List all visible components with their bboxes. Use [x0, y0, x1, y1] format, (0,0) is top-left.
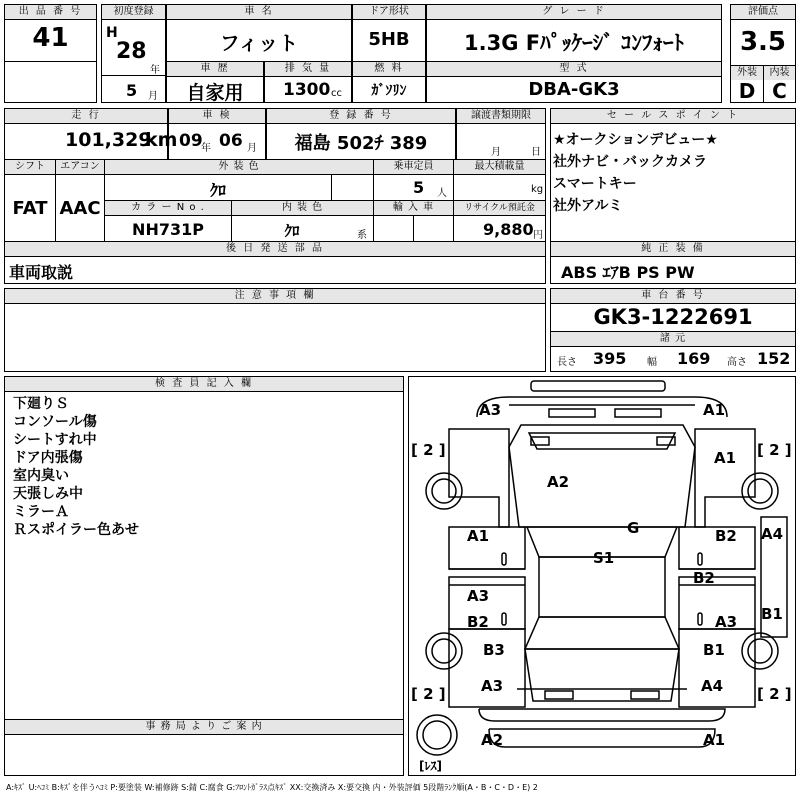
damage-door-front-right: B2	[715, 527, 737, 545]
first-reg-label: 初度登録	[102, 5, 165, 20]
divider	[413, 215, 414, 241]
transfer-box	[456, 108, 546, 160]
inspection-year: 09	[179, 131, 203, 151]
inspector-box	[4, 376, 404, 776]
chassis-label: 車 台 番 号	[551, 289, 795, 304]
damage-front-left: A3	[479, 401, 502, 419]
first-reg-month: 5	[126, 81, 138, 100]
inspector-note: ミラーＡ	[13, 504, 69, 520]
lot-box	[4, 4, 97, 103]
genuine-box	[550, 241, 796, 284]
model-box	[426, 61, 722, 103]
displacement: 1300	[283, 80, 331, 100]
damage-rear-right: A4	[701, 677, 724, 695]
inspection-month-unit: 月	[247, 143, 257, 154]
damage-fender-right: A1	[714, 449, 737, 467]
mileage-box	[4, 108, 178, 160]
grade-box	[426, 4, 722, 62]
load-unit: kg	[531, 184, 544, 195]
damage-bumper-right: A1	[703, 731, 726, 749]
lot-number: 41	[32, 23, 69, 53]
inspector-note: シートすれ中	[13, 432, 97, 448]
car-name-label: 車 名	[167, 5, 351, 20]
height-label: 高さ	[727, 357, 747, 368]
inspection-box	[168, 108, 266, 160]
first-reg-box	[101, 4, 166, 103]
color-no: NH731P	[132, 220, 204, 239]
fuel-label: 燃 料	[353, 62, 425, 77]
chassis-box	[550, 288, 796, 372]
genuine-label: 純 正 装 備	[551, 242, 795, 257]
import-label: 輸 入 車	[374, 201, 453, 215]
sales-point: 社外アルミ	[553, 198, 623, 214]
cautions-label: 注 意 事 項 欄	[5, 289, 545, 304]
damage-door-front-left: A1	[467, 527, 490, 545]
sales-points-box	[550, 108, 796, 242]
car-name-box	[166, 4, 352, 62]
divider	[104, 215, 545, 216]
shift: FAT	[12, 198, 48, 219]
detail-box	[4, 159, 546, 242]
door-type: 5HB	[368, 29, 410, 50]
width: 169	[677, 349, 711, 368]
displacement-label: 排 気 量	[265, 62, 351, 77]
first-reg-month-unit: 月	[148, 91, 158, 102]
ac: AAC	[59, 198, 101, 219]
ext-rating: D	[738, 79, 756, 103]
ext-label: 外装	[731, 66, 763, 80]
int-label: 内装	[764, 66, 795, 80]
inspector-note: 天張しみ中	[13, 486, 83, 502]
fuel-box	[352, 61, 426, 103]
recycle-label: リサイクル預託金	[454, 201, 545, 215]
damage-front-right: A1	[703, 401, 726, 419]
inspection-year-unit: 年	[201, 143, 211, 154]
recycle-unit: 円	[533, 230, 543, 241]
int-color-unit: 系	[357, 230, 367, 241]
sales-points-label: セ ー ル ス ポ イ ン ト	[551, 109, 795, 124]
cautions-box	[4, 288, 546, 372]
door-label: ドア形状	[353, 5, 425, 20]
tire-front-left: [ 2 ]	[411, 441, 446, 459]
inspector-note: コンソール傷	[13, 414, 97, 430]
ext-color: ｸﾛ	[209, 181, 226, 200]
int-color-label: 内 装 色	[232, 201, 373, 215]
damage-rear-left: A3	[481, 677, 504, 695]
inspection-label: 車 検	[169, 109, 265, 124]
damage-sill-right-2: B1	[761, 605, 783, 623]
damage-bumper-left: A2	[481, 731, 504, 749]
rating-label: 評価点	[731, 5, 795, 20]
damage-glass: G	[627, 519, 640, 537]
damage-door-rear-left: A3	[467, 587, 490, 605]
mileage-unit: km	[145, 129, 178, 151]
model: DBA-GK3	[528, 79, 620, 100]
history: 自家用	[186, 82, 244, 104]
lot-label: 出 品 番 号	[5, 5, 96, 20]
rating-box	[730, 4, 796, 103]
sales-point: ★オークションデビュー★	[553, 132, 718, 148]
length: 395	[593, 349, 627, 368]
office-label: 事 務 局 よ り ご 案 内	[5, 720, 403, 735]
displacement-box	[264, 61, 352, 103]
first-reg-year-unit: 年	[150, 65, 160, 76]
later-parts: 車両取説	[9, 263, 74, 282]
damage-hood: A2	[547, 473, 570, 491]
first-reg-year: 28	[116, 39, 147, 64]
divider	[102, 75, 165, 76]
model-label: 型 式	[427, 62, 721, 77]
damage-roof: S1	[593, 549, 615, 567]
grade: 1.3G Fﾊﾟｯｹｰｼﾞ ｺﾝﾌｫｰﾄ	[464, 31, 684, 55]
sales-point: 社外ナビ・バックカメラ	[553, 154, 707, 170]
capacity-label: 乗車定員	[374, 160, 453, 174]
rating-score: 3.5	[739, 27, 787, 57]
inspector-note: 下廻りＳ	[13, 396, 69, 412]
width-label: 幅	[647, 357, 657, 368]
plate-box	[266, 108, 456, 160]
divider	[5, 61, 96, 62]
shift-label: シフト	[5, 160, 55, 174]
inspector-label: 検 査 員 記 入 欄	[5, 377, 403, 392]
mileage: 101,329	[65, 129, 152, 151]
mileage-label: 走 行	[5, 109, 167, 124]
genuine-equipment: ABS ｴｱB PS PW	[561, 263, 695, 282]
history-label: 車 歴	[167, 62, 263, 77]
color-no-label: カ ラ ー N o .	[105, 201, 231, 215]
capacity-unit: 人	[437, 188, 447, 199]
int-color: ｸﾛ	[284, 222, 300, 240]
car-outline-diagram	[409, 377, 795, 775]
inspector-note: Ｒスポイラー色あせ	[13, 522, 139, 538]
divider	[551, 346, 795, 347]
history-box	[166, 61, 264, 103]
tire-rear-left: [ 2 ]	[411, 685, 446, 703]
transfer-month-unit: 月	[491, 147, 501, 158]
capacity: 5	[413, 178, 425, 197]
first-reg-era: H	[106, 25, 118, 41]
damage-door-rear-left-2: B2	[467, 613, 489, 631]
chassis-number: GK3-1222691	[593, 305, 753, 329]
plate-number: 福島 502ﾁ 389	[294, 133, 428, 154]
transfer-label: 譲渡書類期限	[457, 109, 545, 124]
int-rating: C	[772, 79, 787, 103]
tire-front-right: [ 2 ]	[757, 441, 792, 459]
length-label: 長さ	[557, 357, 577, 368]
grade-label: グ レ ー ド	[427, 5, 721, 20]
fuel: ｶﾞｿﾘﾝ	[371, 83, 407, 99]
inspector-note: ドア内張傷	[13, 450, 83, 466]
load-label: 最大積載量	[454, 160, 545, 174]
height: 152	[757, 349, 791, 368]
displacement-unit: cc	[331, 88, 342, 99]
damage-quarter-left: B3	[483, 641, 505, 659]
specs-label: 諸 元	[551, 332, 795, 346]
inspection-month: 06	[219, 131, 243, 151]
ac-label: エアコン	[56, 160, 104, 174]
sales-point: スマートキー	[553, 176, 637, 192]
recycle: 9,880	[483, 220, 534, 239]
inspector-note: 室内臭い	[13, 468, 69, 484]
divider	[5, 174, 545, 175]
transfer-day-unit: 日	[531, 147, 541, 158]
legend: A:ｷｽﾞ U:ﾍｺﾐ B:ｷｽﾞを伴うﾍｺﾐ P:要塗装 W:補修跡 S:錆 C:腐食 G:ﾌﾛﾝﾄｶﾞﾗｽ点ｷｽﾞ XX:交換済み X:要交換 内・外装評価 5段階ﾗﾝｸ順(A・B・C・D・E) 2	[6, 783, 538, 792]
ext-color-label: 外 装 色	[105, 160, 373, 174]
later-parts-label: 後 日 発 送 部 品	[5, 242, 545, 257]
damage-door-rear-right: A3	[715, 613, 738, 631]
plate-label: 登 録 番 号	[267, 109, 455, 124]
car-name: フィット	[219, 31, 299, 55]
tire-rear-right: [ 2 ]	[757, 685, 792, 703]
damage-door-front-right-2: B2	[693, 569, 715, 587]
car-diagram	[408, 376, 796, 776]
spare-tire: [ﾚｽ]	[419, 759, 442, 773]
later-parts-box	[4, 241, 546, 284]
divider	[331, 174, 332, 200]
damage-sill-right: A4	[761, 525, 784, 543]
damage-quarter-right: B1	[703, 641, 725, 659]
door-box	[352, 4, 426, 62]
